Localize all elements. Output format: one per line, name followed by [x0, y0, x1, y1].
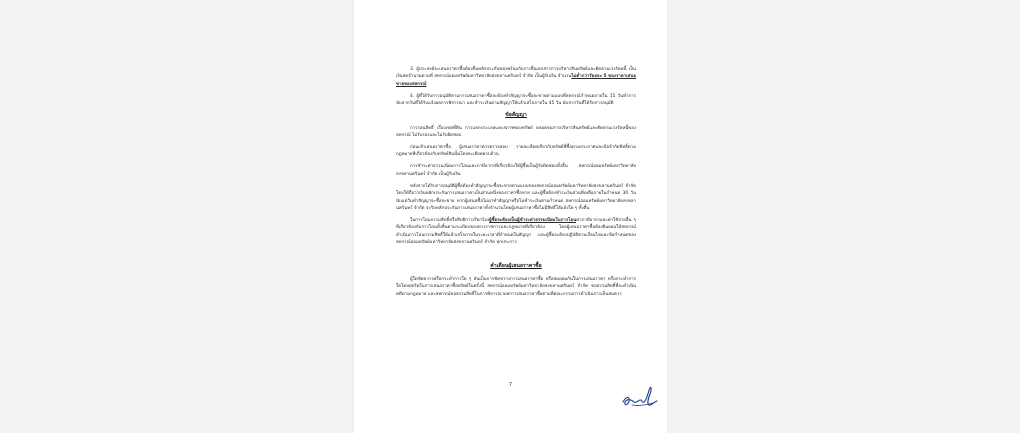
document-page	[354, 0, 667, 433]
paragraph-3: การชำระค่าธรรมเนียมการโอนและภาษีอากรที่เกี่ยวข้องให้ผู้ซื้อเป็นผู้รับผิดชอบทั้งสิ้น สหกรณ์ออมทรัพย์มหาวิทยาลัยสงขลานครินทร์ จำกัด เป็นผู้รับเงิน	[396, 164, 636, 177]
transfer-suffix: ค่าภาษีอากรและค่าใช้จ่ายอื่น ๆ ที่เกี่ยวข้องกับการโอนทั้งสิ้นตามระเบียบของทางราชการและกฎหมายที่เกี่ยวข้อง โดยผู้เสนอราคาซื้อต้องยินยอมให้สหกรณ์ดำเนินการโอนกรรมสิทธิ์ให้แล้วเสร็จภายในระยะเวลาที่กำหนดในสัญญา และผู้ซื้อจะต้องปฏิบัติตามเงื่อนไขและข้อกำหนดของสหกรณ์ออมทรัพย์มหาวิทยาลัยสงขลานครินทร์ จำกัด ทุกประการ	[396, 218, 636, 246]
clause-4	[396, 93, 636, 108]
paragraph-1: การรอนสิทธิ์ เรื่องเขตที่ดิน การแยกประเภทและสภาพของทรัพย์ ตลอดจนการบริหารสินทรัพย์และติดตามเร่งรัดหนี้ของสหกรณ์ ไม่รับรองและไม่รับผิดชอบ	[396, 125, 636, 139]
warning-paragraph: ผู้ใดขัดขวางหรือกระทำการใด ๆ อันเป็นการขัดขวางการเสนอราคาซื้อ หรือสมยอมกันในการเสนอราคา หรือกระทำการใดโดยทุจริตในการเสนอราคาซื้อทรัพย์ในครั้งนี้ สหกรณ์ออมทรัพย์มหาวิทยาลัยสงขลานครินทร์ จำกัด ขอสงวนสิทธิ์ที่จะดำเนินคดีตามกฎหมาย และสหกรณ์ขอสงวนสิทธิ์ในการพิจารณาผลการเสนอราคาซื้อตามที่คณะกรรมการดำเนินการเห็นสมควร	[396, 276, 636, 297]
transfer-paragraph	[396, 217, 636, 247]
warning-title: คำเตือนผู้เสนอราคาซื้อ	[490, 263, 542, 270]
transfer-text: ในการโอนกรรมสิทธิ์หรือสิทธิการเรียกร้อง	[410, 218, 490, 224]
transfer-emphasis: ผู้ซื้อจะต้องเป็นผู้ชำระค่าธรรมเนียมในการโอน	[489, 218, 577, 224]
section-title: ข้อสัญญา	[505, 112, 527, 119]
page-body	[396, 66, 636, 303]
clause-3-emphasis: ไม่ต่ำกว่าร้อยละ 5 ของราคาเสนอขายของสหกรณ์	[396, 74, 636, 87]
clause-3	[396, 66, 636, 88]
page-number: 7	[508, 382, 513, 388]
paragraph-4: หลังจากได้รับการอนุมัติผู้ซื้อต้องทำสัญญาจะซื้อจะขายตามแบบของสหกรณ์ออมทรัพย์มหาวิทยาลัยสงขลานครินทร์ จำกัด โดยให้ถือว่าเงินหลักประกันการเสนอราคาเป็นส่วนหนึ่งของราคาซื้อขาย และผู้ซื้อต้องชำระเงินส่วนที่เหลือภายในกำหนด 30 วัน นับแต่วันทำสัญญาจะซื้อจะขาย หากผู้เสนอซื้อไม่มาทำสัญญาหรือไม่ชำระเงินตามกำหนด สหกรณ์ออมทรัพย์มหาวิทยาลัยสงขลานครินทร์ จำกัด จะริบหลักประกันการเสนอราคาทั้งจำนวนโดยผู้เสนอราคาซื้อไม่มีสิทธิ์โต้แย้งใด ๆ ทั้งสิ้น	[396, 183, 636, 212]
paragraph-2: ก่อนเข้าเสนอราคาซื้อ ผู้เสนอราคาควรตรวจสอบ รายละเอียดเกี่ยวกับทรัพย์ที่ซื้อตามประกาศและข้อจำกัดสิทธิ์ตามกฎหมายที่เกี่ยวข้องกับทรัพย์สินนั้นโดยละเอียดครบถ้วน	[396, 145, 636, 158]
clause-4-text: 4. ผู้ที่ได้รับการอนุมัติตามการเสนอราคาซื้อจะต้องทำสัญญาจะซื้อจะขายตามแบบที่สหกรณ์กำหนดภายใน 15 วันทำการนับจากวันที่ได้รับแจ้งผลการพิจารณา และชำระเงินตามสัญญาให้แล้วเสร็จภายใน 45 วัน นับจากวันที่ได้รับการอนุมัติ	[396, 93, 636, 107]
signature-image	[620, 384, 660, 410]
clause-3-text: 3. ผู้ประสงค์จะเสนอราคาซื้อต้องยื่นหลักประกันซองพร้อมกับการยื่นเอกสารการบริหารสินทรัพย์และติดตามเร่งรัดหนี้ เป็นเงินสดจำนวนตามที่ สหกรณ์ออมทรัพย์มหาวิทยาลัยสงขลานครินทร์ จำกัด เป็นผู้รับเงิน จำนวน	[396, 67, 636, 80]
